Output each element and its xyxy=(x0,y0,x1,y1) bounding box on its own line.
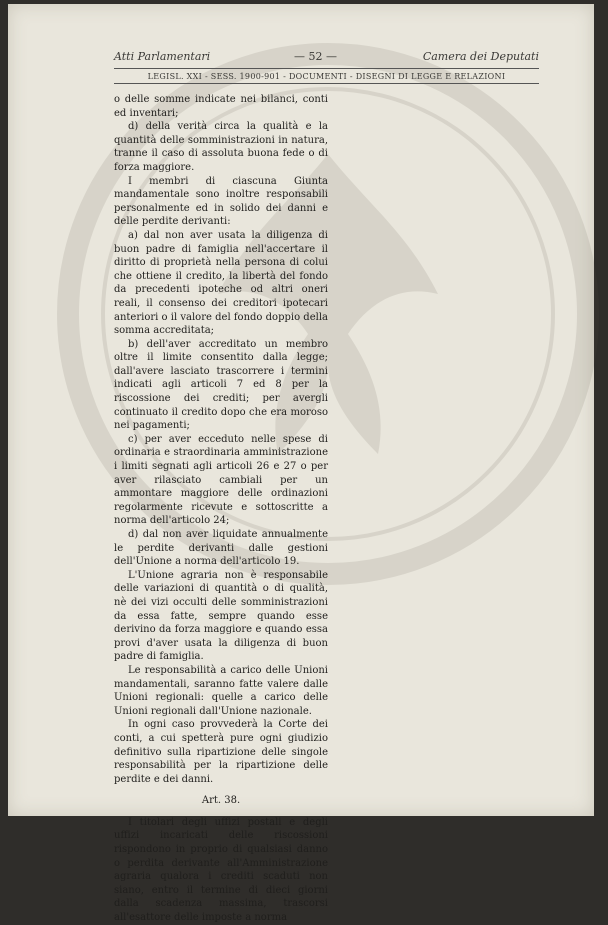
paragraph: d) dal non aver liquidate annualmente le perdite derivanti dalle gestioni dell'Unione a norma dell'articolo 19. xyxy=(114,529,328,568)
paragraph: c) per aver ecceduto nelle spese di ordinaria e straordinaria amministrazione i limiti segnati agli articoli 26 e 27 o per aver rilasciato cambiali per un ammontare maggiore delle ordinazioni regolarmente ricevute e sottoscritte a norma dell'articolo 24; xyxy=(114,433,328,527)
header-rule xyxy=(114,68,539,69)
paragraph: b) dell'aver accreditato un membro oltre il limite consentito dalla legge; dall'avere lasciato trascorrere i termini indicati agli articoli 7 ed 8 per la riscossione dei crediti; per avergli continuato il credito dopo che era moroso nei pagamenti; xyxy=(114,338,328,432)
document-page xyxy=(8,4,594,924)
paragraph: In ogni caso provvederà la Corte dei conti, a cui spetterà pure ogni giudizio definitivo sulla ripartizione delle singole responsabilità per la ripartizione delle perdite e dei danni. xyxy=(114,719,328,785)
paragraph: a) dal non aver usata la diligenza di buon padre di famiglia nell'accertare il diritto di proprietà nella persona di colui che ottiene il credito, la libertà del fondo da precedenti ipoteche od altri oneri reali, il consenso dei creditori ipotecari anteriori o il valore del fondo doppio della somma accreditata; xyxy=(114,229,328,337)
page-number: — 52 — xyxy=(294,50,337,63)
paragraph: o delle somme indicate nei bilanci, conti ed inventari; xyxy=(114,94,328,119)
article-heading: Art. 38. xyxy=(201,795,241,807)
page-header xyxy=(114,50,539,84)
header-left: Atti Parlamentari xyxy=(114,50,211,63)
paragraph: d) della verità circa la qualità e la quantità delle somministrazioni in natura, tranne il caso di assoluta buona fede o di forza maggiore. xyxy=(114,121,328,173)
header-right: Camera dei Deputati xyxy=(422,50,539,63)
header-subtitle: LEGISL. XXI - SESS. 1900-901 - DOCUMENTI - DISEGNI DI LEGGE E RELAZIONI xyxy=(147,72,506,81)
header-rule-bottom xyxy=(114,83,539,84)
paragraph: Le responsabilità a carico delle Unioni mandamentali, saranno fatte valere dalle Unioni regionali: quelle a carico delle Unioni regionali dall'Unione nazionale. xyxy=(114,664,328,717)
paragraph: I membri di ciascuna Giunta mandamentale sono inoltre responsabili personalmente ed in solido dei danni e delle perdite derivanti: xyxy=(114,175,328,228)
text-column xyxy=(114,93,328,925)
paragraph: I titolari degli uffizi postali e degli uffizi incaricati delle riscossioni rispondono in proprio di qualsiasi danno o perdita derivante all'Amministrazione agraria qualora i crediti scaduti non siano, entro il termine di dieci giorni dalla scadenza massima, trascorsi all'esattore delle imposte a norma xyxy=(114,816,328,924)
paragraph: L'Unione agraria non è responsabile delle variazioni di quantità o di qualità, nè dei vizi occulti delle somministrazioni da essa fatte, sempre quando esse derivino da forza maggiore e quando essa provi d'aver usata la diligenza di buon padre di famiglia. xyxy=(114,569,328,663)
